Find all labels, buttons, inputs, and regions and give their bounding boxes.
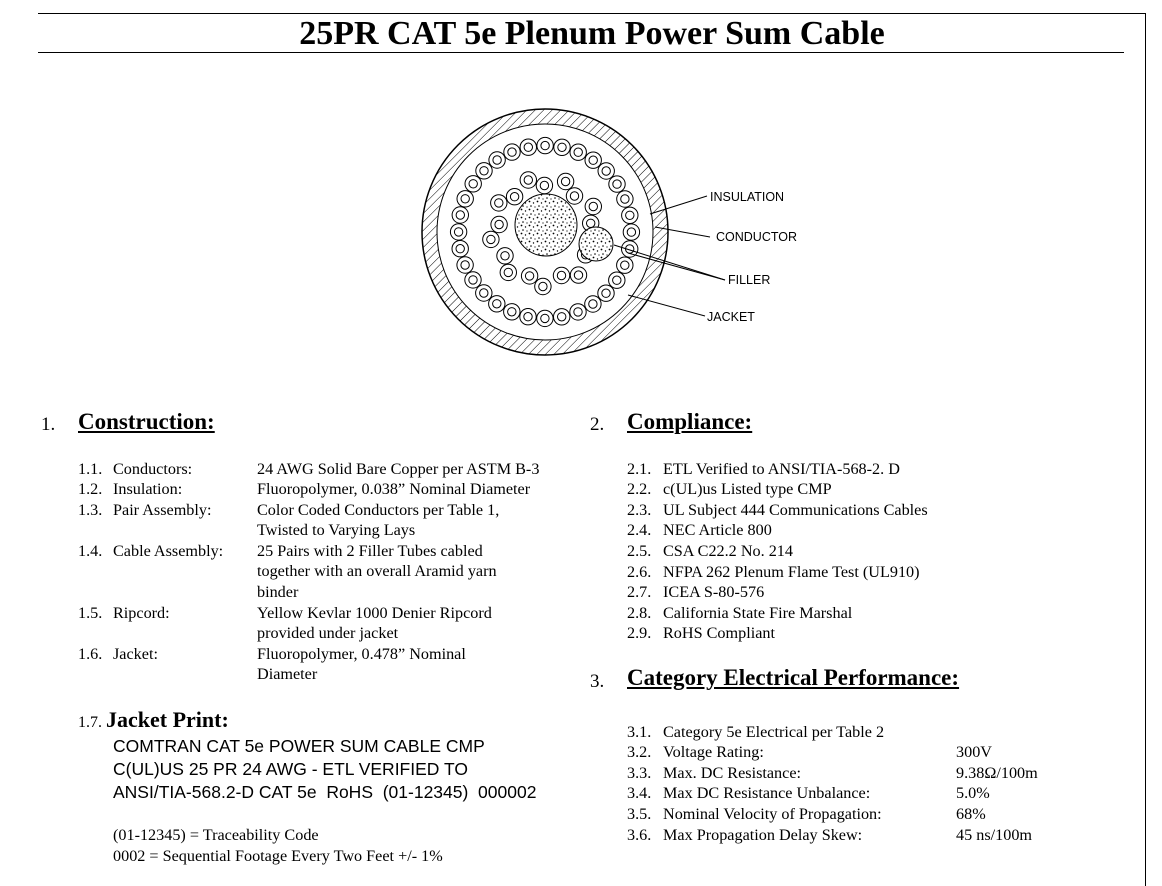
construction-item-value: Fluoropolymer, 0.038” Nominal Diameter [257,480,531,499]
compliance-item-text: c(UL)us Listed type CMP [663,480,832,499]
construction-item-value: 25 Pairs with 2 Filler Tubes cabled [257,541,483,560]
electrical-item-label: Max DC Resistance Unbalance: [663,784,871,803]
compliance-item-text: California State Fire Marshal [663,603,853,622]
electrical-item-label: Category 5e Electrical per Table 2 [663,722,885,741]
electrical-item-label: Max Propagation Delay Skew: [663,825,863,844]
construction-item-number: 1.6. [78,644,103,663]
jacket-print-note: 0002 = Sequential Footage Every Two Feet +/- 1% [113,847,443,865]
cable-cross-section-diagram [0,0,1162,400]
compliance-item-number: 2.9. [627,624,652,643]
construction-item-value: 24 AWG Solid Bare Copper per ASTM B-3 [257,459,540,478]
jacket-print-line: C(UL)US 25 PR 24 AWG - ETL VERIFIED TO [113,759,468,779]
compliance-item-number: 2.8. [627,603,652,622]
construction-item-label: Cable Assembly: [113,541,224,560]
jacket-print-number: 1.7. [78,714,102,731]
jacket-print-note: (01-12345) = Traceability Code [113,826,319,844]
jacket-print-heading [78,707,229,733]
compliance-item-number: 2.7. [627,583,652,602]
electrical-item-value: 45 ns/100m [956,825,1032,844]
construction-item-number: 1.5. [78,603,103,622]
electrical-item-number: 3.2. [627,743,652,762]
compliance-item-text: ICEA S-80-576 [663,583,765,602]
construction-item-number: 1.3. [78,500,103,519]
construction-item-label: Ripcord: [113,603,170,622]
construction-item-label: Insulation: [113,480,183,499]
compliance-item-number: 2.2. [627,480,652,499]
compliance-item-text: NEC Article 800 [663,521,772,540]
construction-item-value: binder [257,583,299,602]
construction-item-label: Conductors: [113,459,193,478]
jacket-print-line: ANSI/TIA-568.2-D CAT 5e RoHS (01-12345) 000002 [113,782,537,802]
callout-conductor: CONDUCTOR [716,230,798,244]
compliance-item-text: ETL Verified to ANSI/TIA-568-2. D [663,459,900,478]
compliance-item-number: 2.1. [627,459,652,478]
construction-heading: Construction: [78,409,215,434]
compliance-section-number: 2. [590,414,605,435]
electrical-item-number: 3.4. [627,784,652,803]
compliance-item-number: 2.4. [627,521,652,540]
construction-item-number: 1.4. [78,541,103,560]
electrical-item-number: 3.6. [627,825,652,844]
compliance-item-text: UL Subject 444 Communications Cables [663,500,928,519]
electrical-item-number: 3.5. [627,804,652,823]
construction-item-value: Twisted to Varying Lays [257,521,416,540]
electrical-item-label: Nominal Velocity of Propagation: [663,804,882,823]
compliance-item-number: 2.6. [627,562,652,581]
filler-small [579,227,613,261]
electrical-item-value: 300V [956,743,992,762]
electrical-item-value: 68% [956,804,986,823]
page-title: 25PR CAT 5e Plenum Power Sum Cable [299,15,885,52]
callout-insulation: INSULATION [710,190,785,204]
electrical-item-label: Voltage Rating: [663,743,764,762]
electrical-item-value: 9.38Ω/100m [956,763,1038,782]
compliance-item-text: RoHS Compliant [663,624,775,643]
compliance-heading: Compliance: [627,409,753,434]
construction-item-value: provided under jacket [257,624,399,643]
callout-jacket: JACKET [707,310,755,324]
construction-item-number: 1.2. [78,480,103,499]
construction-item-label: Pair Assembly: [113,500,212,519]
jacket-print-title: Jacket Print: [106,707,229,732]
electrical-item-number: 3.3. [627,763,652,782]
jacket-print-line: COMTRAN CAT 5e POWER SUM CABLE CMP [113,736,485,756]
construction-item-label: Jacket: [113,644,158,663]
electrical-item-label: Max. DC Resistance: [663,763,802,782]
construction-section-number: 1. [41,414,56,435]
construction-item-number: 1.1. [78,459,103,478]
construction-item-value: Fluoropolymer, 0.478” Nominal [257,644,466,663]
construction-item-value: Color Coded Conductors per Table 1, [257,500,500,519]
electrical-item-number: 3.1. [627,722,652,741]
compliance-item-text: CSA C22.2 No. 214 [663,541,793,560]
electrical-heading: Category Electrical Performance: [627,665,960,690]
filler-large [515,194,577,256]
callout-filler: FILLER [728,273,771,287]
compliance-item-number: 2.3. [627,500,652,519]
electrical-item-value: 5.0% [956,784,990,803]
compliance-item-text: NFPA 262 Plenum Flame Test (UL910) [663,562,920,581]
compliance-item-number: 2.5. [627,541,652,560]
construction-item-value: Diameter [257,665,318,684]
electrical-section-number: 3. [590,671,605,692]
construction-item-value: Yellow Kevlar 1000 Denier Ripcord [257,603,492,622]
construction-item-value: together with an overall Aramid yarn [257,562,497,581]
